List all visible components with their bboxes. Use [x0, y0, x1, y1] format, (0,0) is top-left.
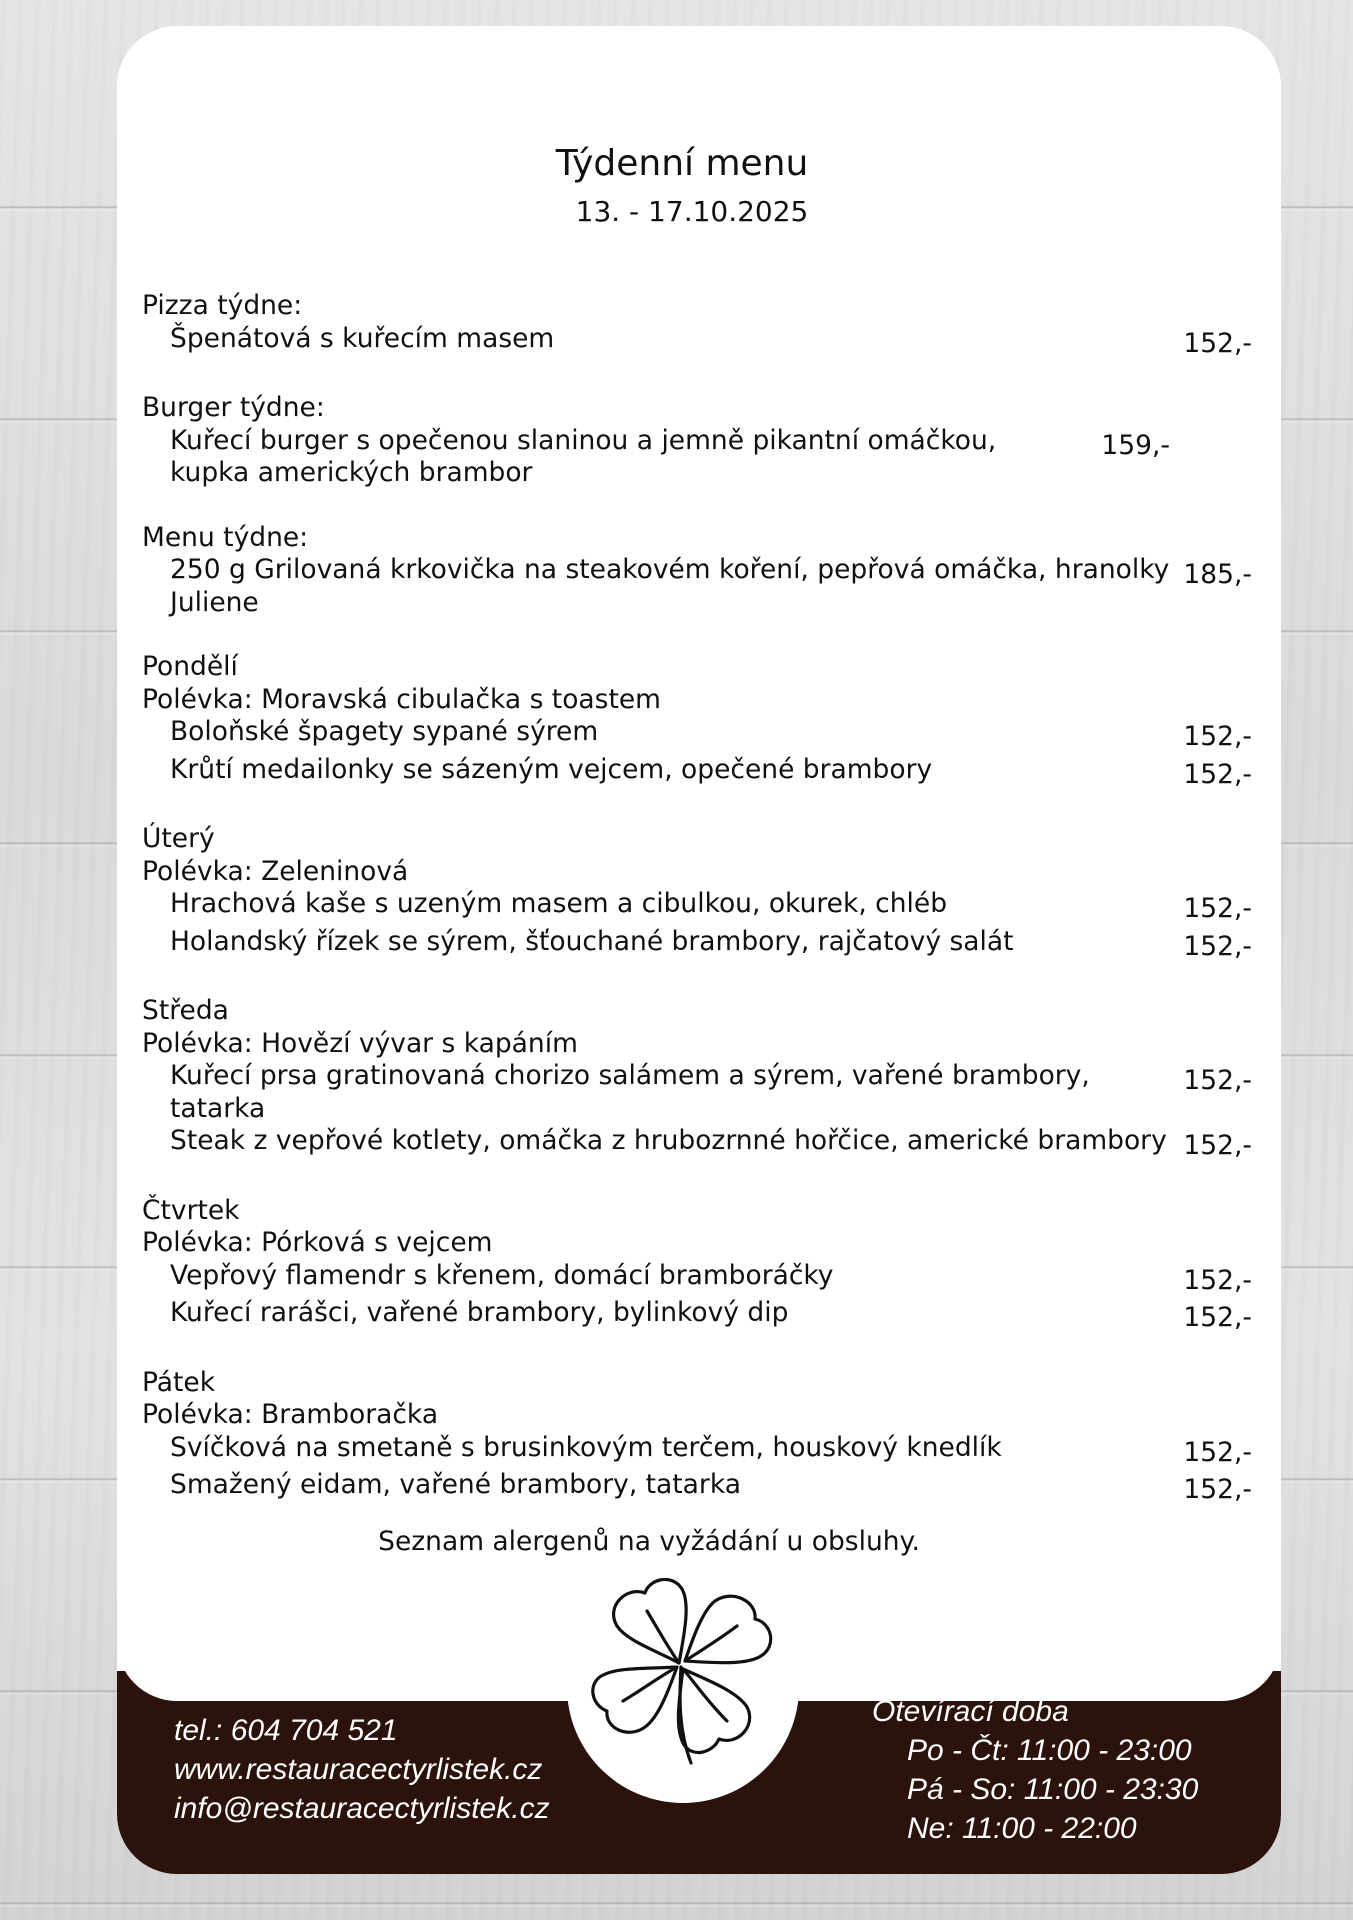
four-leaf-clover-icon: [587, 1571, 777, 1766]
section-heading: Burger týdne:: [142, 392, 325, 423]
soup-line: Polévka: Hovězí vývar s kapáním: [142, 1027, 578, 1059]
hours-row: Po - Čt: 11:00 - 23:00: [907, 1734, 1192, 1767]
soup-line: Polévka: Bramboračka: [142, 1399, 439, 1430]
hours-title: Otevírací doba: [872, 1695, 1069, 1728]
dish-price: 152,-: [1183, 721, 1252, 752]
dish-price: 152,-: [1183, 1130, 1252, 1161]
dish-row: [142, 323, 1252, 361]
allergen-note: Seznam alergenů na vyžádání u obsluhy.: [378, 1526, 920, 1557]
dish-name: Boloňské špagety sypané sýrem: [170, 716, 599, 747]
section-monday: [142, 651, 1252, 791]
soup-line: Polévka: Moravská cibulačka s toastem: [142, 683, 661, 715]
section-heading: Menu týdne:: [142, 521, 309, 553]
dish-price: 152,-: [1183, 1264, 1252, 1296]
dish-row: [142, 716, 1252, 754]
phone-number[interactable]: tel.: 604 704 521: [174, 1714, 398, 1747]
section-burger: [142, 392, 1252, 490]
soup-line: Polévka: Zeleninová: [142, 855, 409, 887]
dish-price: 159,-: [1101, 429, 1170, 461]
dish-price: 152,-: [1183, 1474, 1252, 1505]
dish-name: Holandský řízek se sýrem, šťouchané brambory, rajčatový salát: [170, 925, 1014, 957]
section-heading: Pondělí: [142, 651, 238, 682]
dish-row: [142, 1297, 1252, 1335]
dish-price: 152,-: [1183, 1065, 1252, 1096]
section-friday: [142, 1367, 1252, 1507]
section-tuesday: [142, 823, 1252, 963]
page-title: Týdenní menu: [555, 143, 809, 184]
dish-row: [142, 1125, 1252, 1163]
menu-card: [117, 26, 1281, 1874]
dish-price: 152,-: [1183, 930, 1252, 962]
dish-price: 185,-: [1183, 559, 1252, 590]
soup-line: Polévka: Pórková s vejcem: [142, 1227, 493, 1258]
section-heading: Pátek: [142, 1366, 216, 1398]
section-heading: Středa: [142, 995, 229, 1026]
dish-row: [142, 425, 1252, 490]
dish-price: 152,-: [1183, 893, 1252, 924]
dish-name: Kuřecí burger s opečenou slaninou a jemně pikantní omáčkou, kupka amerických brambor: [170, 424, 997, 488]
section-pizza: [142, 290, 1252, 360]
dish-row: [142, 1260, 1252, 1298]
hours-row: Ne: 11:00 - 22:00: [907, 1812, 1137, 1845]
dish-name: Kuřecí rarášci, vařené brambory, bylinkový dip: [170, 1297, 789, 1328]
dish-row: [142, 926, 1252, 964]
section-wednesday: [142, 995, 1252, 1163]
section-menu-of-week: [142, 522, 1252, 620]
dish-row: [142, 1469, 1252, 1507]
menu-list: [142, 290, 1252, 1539]
dish-row: [142, 754, 1252, 792]
dish-name: Krůtí medailonky se sázeným vejcem, opečené brambory: [170, 753, 933, 785]
email-link[interactable]: info@restauracectyrlistek.cz: [174, 1792, 550, 1825]
hours-row: Pá - So: 11:00 - 23:30: [907, 1773, 1199, 1806]
dish-name: 250 g Grilovaná krkovička na steakovém koření, pepřová omáčka, hranolky Juliene: [170, 554, 1170, 618]
dish-row: [142, 1432, 1252, 1470]
website-link[interactable]: www.restauracectyrlistek.cz: [174, 1753, 543, 1786]
dish-name: Steak z vepřové kotlety, omáčka z hrubozrnné hořčice, americké brambory: [170, 1125, 1167, 1156]
dish-row: [142, 554, 1252, 619]
contact-block: [174, 1711, 550, 1828]
dish-name: Smažený eidam, vařené brambory, tatarka: [170, 1469, 741, 1500]
section-heading: Čtvrtek: [142, 1194, 240, 1226]
menu-date: 13. - 17.10.2025: [575, 195, 809, 228]
dish-name: Vepřový flamendr s křenem, domácí bramboráčky: [170, 1259, 834, 1291]
dish-name: Hrachová kaše s uzeným masem a cibulkou, okurek, chléb: [170, 888, 948, 919]
section-heading: Pizza týdne:: [142, 290, 303, 321]
section-heading: Úterý: [142, 823, 215, 854]
dish-price: 152,-: [1183, 327, 1252, 359]
dish-price: 152,-: [1183, 758, 1252, 790]
dish-row: [142, 888, 1252, 926]
opening-hours: [872, 1692, 1198, 1848]
dish-name: Svíčková na smetaně s brusinkovým terčem, houskový knedlík: [170, 1431, 1002, 1463]
dish-name: Kuřecí prsa gratinovaná chorizo salámem a sýrem, vařené brambory, tatarka: [170, 1060, 1090, 1124]
dish-row: [142, 1060, 1252, 1125]
dish-price: 152,-: [1183, 1302, 1252, 1333]
section-thursday: [142, 1195, 1252, 1335]
dish-name: Špenátová s kuřecím masem: [170, 322, 555, 354]
dish-price: 152,-: [1183, 1436, 1252, 1468]
